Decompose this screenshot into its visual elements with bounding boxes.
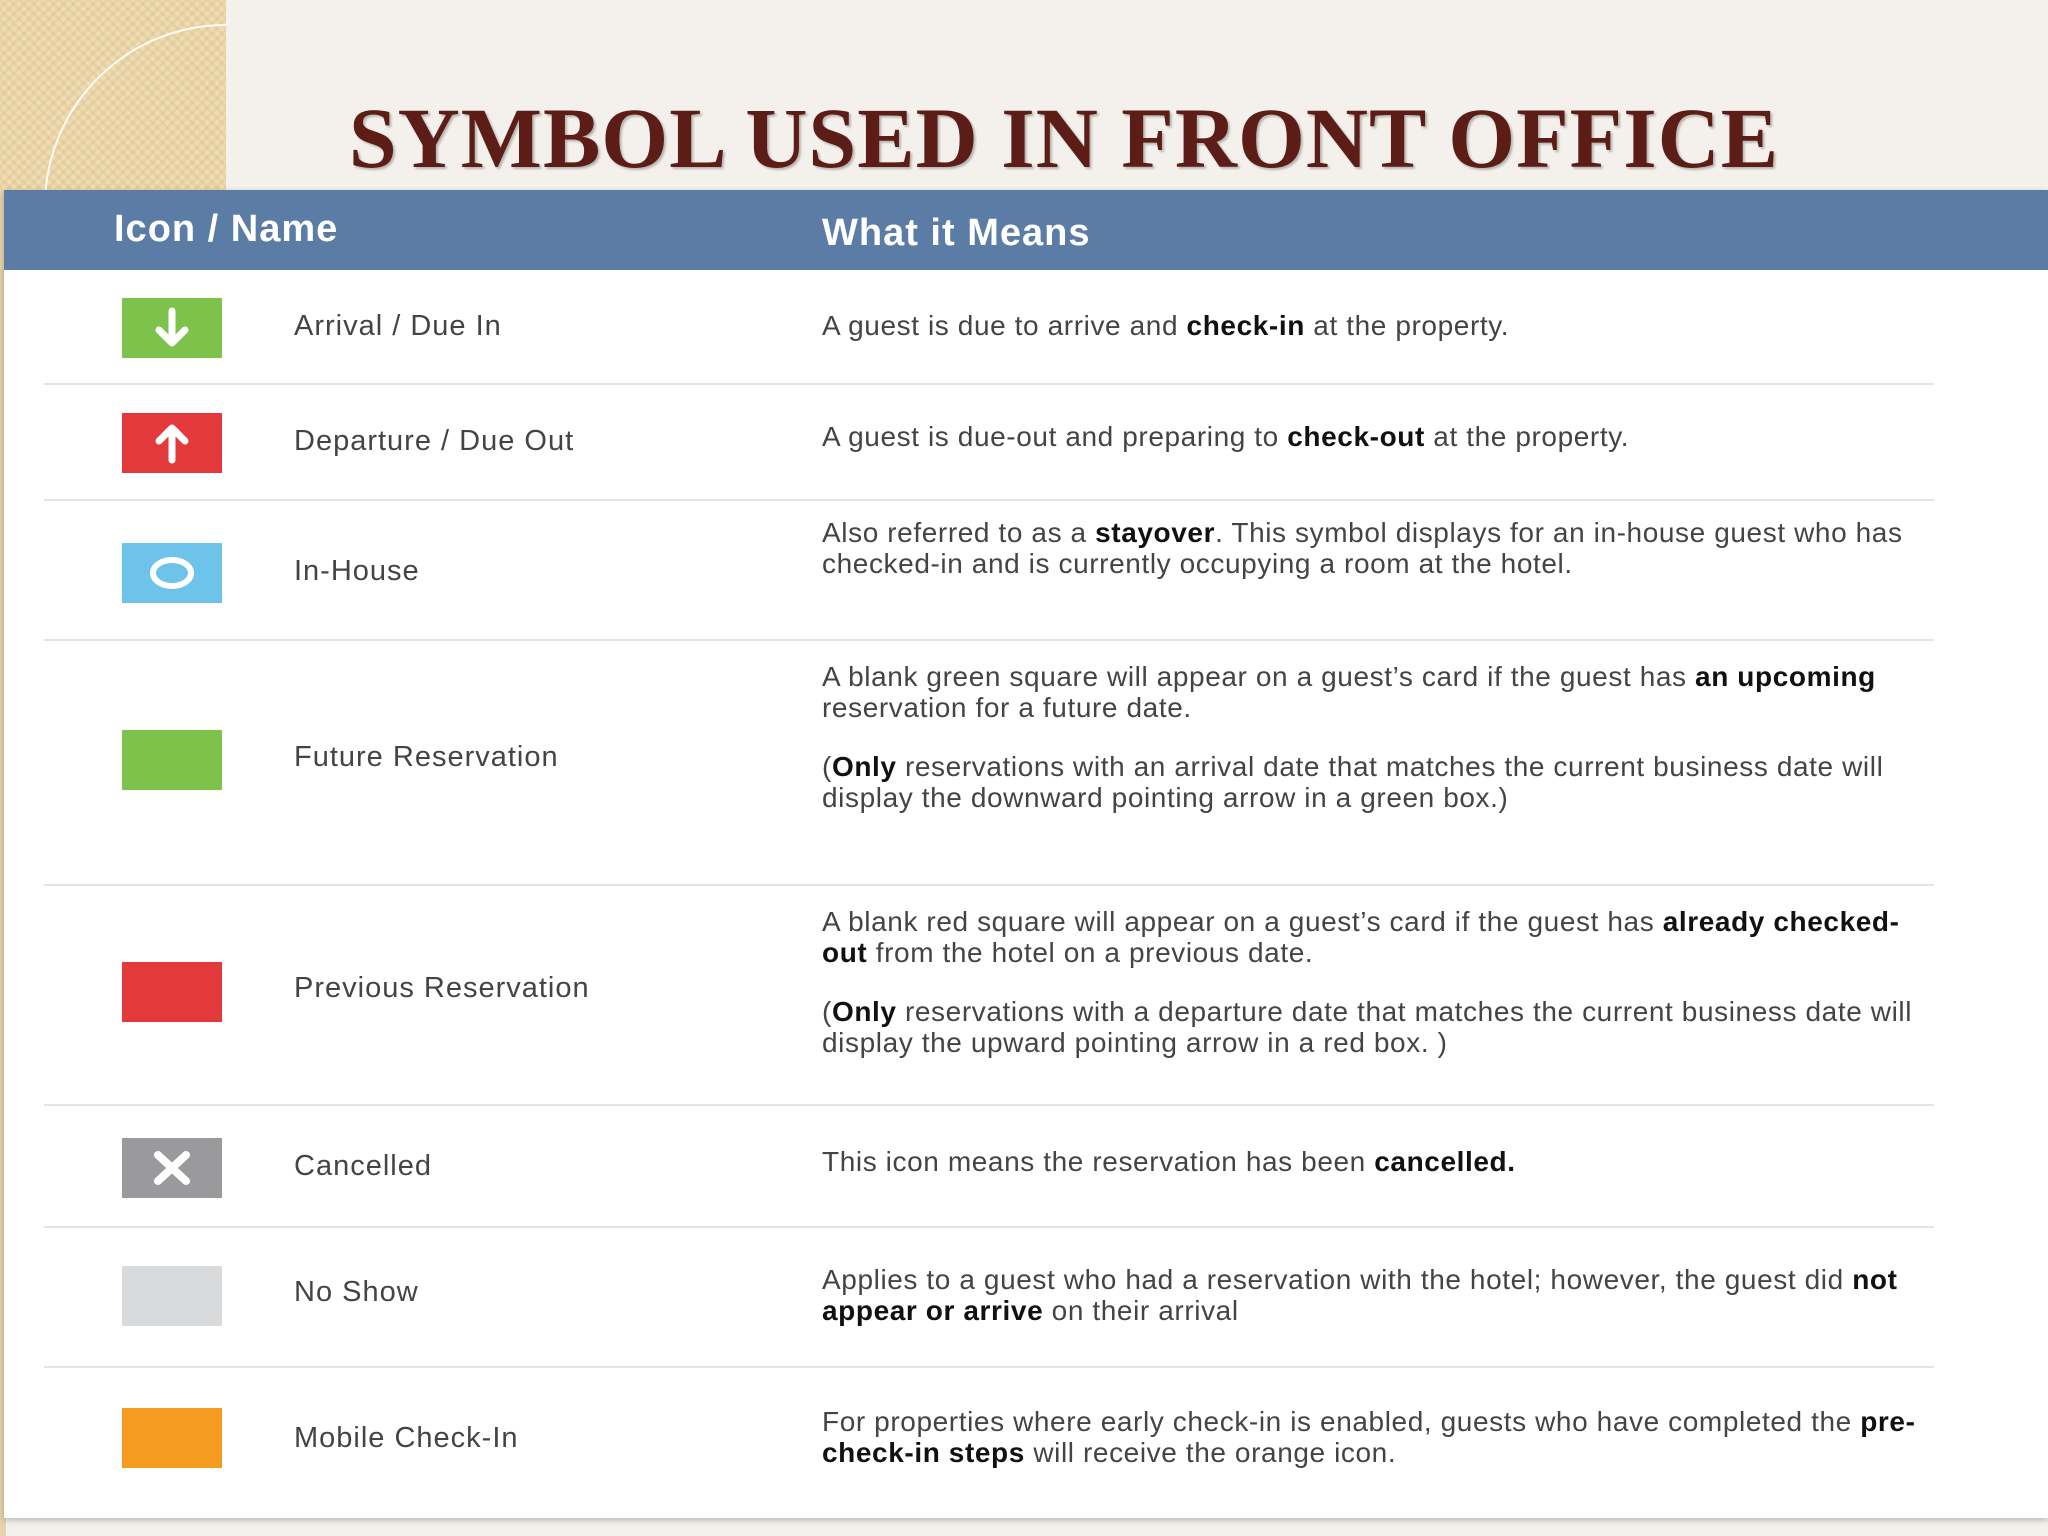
header-meaning: What it Means bbox=[822, 212, 1091, 254]
header-icon-name: Icon / Name bbox=[114, 208, 339, 250]
orange-square-icon bbox=[122, 1408, 222, 1468]
red-square-icon bbox=[122, 962, 222, 1022]
table-row-future-reservation bbox=[44, 641, 1934, 886]
table-row-previous-reservation bbox=[44, 886, 1934, 1106]
table-row-arrival bbox=[44, 270, 1934, 385]
row-meaning: This icon means the reservation has been cancelled. bbox=[822, 1146, 1516, 1177]
row-meaning: A blank red square will appear on a guest’s card if the guest has already checked-out from the hotel on a previous date. (Only reservations with a departure date that matches the current business date will display the upward pointing arrow in a red box. ) bbox=[822, 906, 1913, 1058]
symbol-table bbox=[4, 190, 2048, 1518]
page-title: SYMBOL USED IN FRONT OFFICE bbox=[348, 90, 1780, 186]
table-row-cancelled bbox=[44, 1106, 1934, 1228]
row-meaning: Also referred to as a stayover. This symbol displays for an in-house guest who has checked-in and is currently occupying a room at the hotel. bbox=[822, 517, 1903, 579]
row-meaning: A guest is due-out and preparing to check-out at the property. bbox=[822, 421, 1630, 452]
table-row-no-show bbox=[44, 1228, 1934, 1368]
row-meaning: Applies to a guest who had a reservation with the hotel; however, the guest did not appear or arrive on their arrival bbox=[822, 1264, 1898, 1326]
gray-square-icon bbox=[122, 1266, 222, 1326]
row-name: Mobile Check-In bbox=[294, 1422, 519, 1454]
table-header bbox=[4, 190, 2048, 270]
table-row-in-house bbox=[44, 501, 1934, 641]
row-name: Future Reservation bbox=[294, 741, 559, 773]
row-meaning: A guest is due to arrive and check-in at the property. bbox=[822, 310, 1510, 341]
circle-icon bbox=[122, 543, 222, 603]
row-name: Cancelled bbox=[294, 1150, 432, 1182]
row-name: Previous Reservation bbox=[294, 972, 590, 1004]
row-name: Arrival / Due In bbox=[294, 310, 502, 342]
arrow-down-icon bbox=[122, 298, 222, 358]
green-square-icon bbox=[122, 730, 222, 790]
row-name: No Show bbox=[294, 1276, 419, 1308]
row-name: In-House bbox=[294, 555, 420, 587]
table-row-mobile-check-in bbox=[44, 1368, 1934, 1508]
row-name: Departure / Due Out bbox=[294, 425, 575, 457]
table-row-departure bbox=[44, 385, 1934, 501]
row-meaning: A blank green square will appear on a guest’s card if the guest has an upcoming reservation for a future date. (Only reservations with an arrival date that matches the current business date will display the downward pointing arrow in a green box.) bbox=[822, 661, 1884, 813]
arrow-up-icon bbox=[122, 413, 222, 473]
row-meaning: For properties where early check-in is enabled, guests who have completed the pre-check-in steps will receive the orange icon. bbox=[822, 1406, 1916, 1468]
x-icon bbox=[122, 1138, 222, 1198]
